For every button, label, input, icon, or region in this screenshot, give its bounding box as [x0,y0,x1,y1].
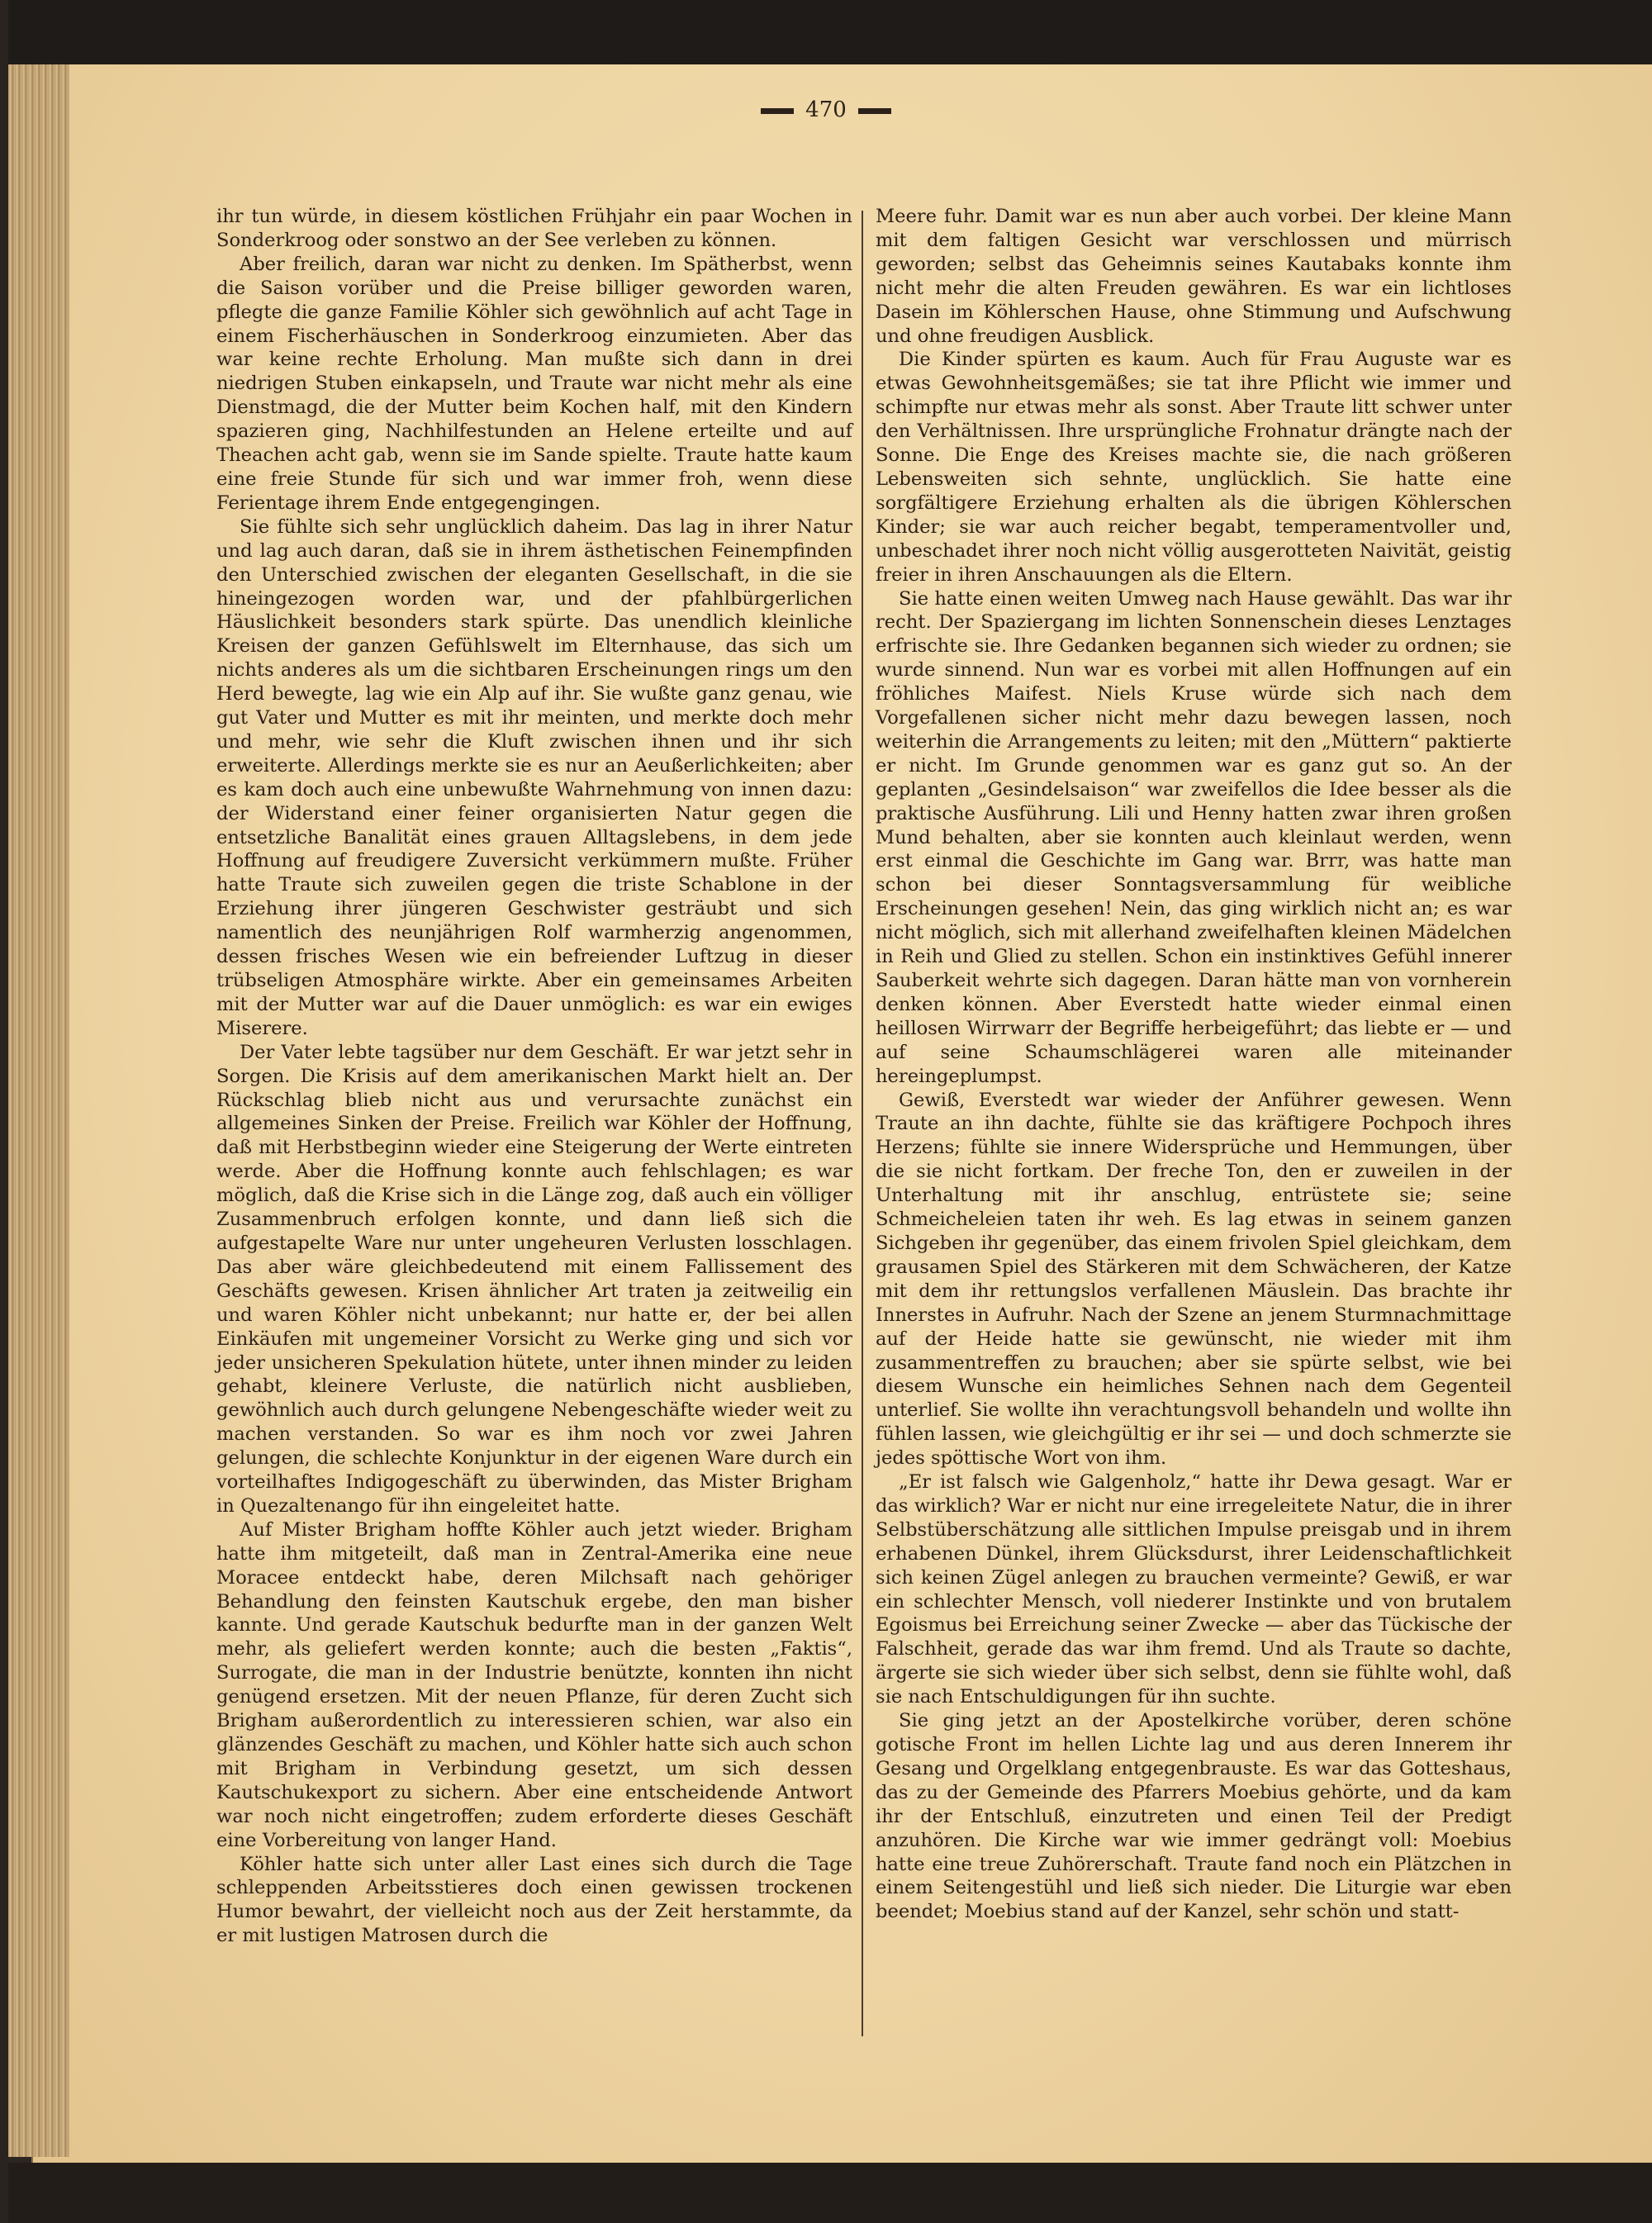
page-number [0,97,1652,122]
paragraph: Sie ging jetzt an der Apostelkirche vorüber, deren schöne gotische Front im hellen Lichte lag und aus deren Innerem ihr Gesang und Orgelklang entgegenbrauste. Es war das Gotteshaus, das zu der Gemeinde des Pfarrers Moebius gehörte, und da kam ihr der Entschluß, einzutreten und einen Teil der Predigt anzuhören. Die Kirche war wie immer gedrängt voll: Moebius hatte eine treue Zuhörerschaft. Traute fand noch ein Plätzchen in einem Seitengestühl und ließ sich nieder. Die Liturgie war eben beendet; Moebius stand auf der Kanzel, sehr schön und statt- [876,1710,1512,1923]
book-binding-edge [8,64,69,2157]
right-column [876,205,1512,1924]
paragraph: ihr tun würde, in diesem köstlichen Frühjahr ein paar Wochen in Sonderkroog oder sonstwo an der See verleben zu können. [216,206,852,251]
scan-background-bottom [8,2163,1652,2223]
column-divider [862,211,863,2036]
paragraph: „Er ist falsch wie Galgenholz,“ hatte ihr Dewa gesagt. War er das wirklich? War er nicht nur eine irregeleitete Natur, die in ihrer Selbstüberschätzung alle sittlichen Impulse preisgab und in ihrem erhabenen Dünkel, ihrem Glücksdurst, ihrer Leidenschaftlichkeit sich keinen Zügel anlegen zu brauchen vermeinte? Gewiß, er war ein schlechter Mensch, voll niederer Instinkte und von brutalem Egoismus bei Erreichung seiner Zwecke — aber das Tückische der Falschheit, gerade das war ihm fremd. Und als Traute so dachte, ärgerte sie sich wieder über sich selbst, denn sie fühlte wohl, daß sie nach Entschuldigungen für ihn suchte. [876,1471,1512,1708]
paragraph: Aber freilich, daran war nicht zu denken. Im Spätherbst, wenn die Saison vorüber und die Preise billiger geworden waren, pflegte die ganze Familie Köhler sich gewöhnlich auf acht Tage in einem Fischerhäuschen in Sonderkroog einzumieten. Aber das war keine rechte Erholung. Man mußte sich dann in drei niedrigen Stuben einkapseln, und Traute war nicht mehr als eine Dienstmagd, die der Mutter beim Kochen half, mit den Kindern spazieren ging, Nachhilfestunden an Helene erteilte und auf Theachen acht gab, wenn sie im Sande spielte. Traute hatte kaum eine freie Stunde für sich und war immer froh, wenn diese Ferientage ihrem Ende entgegengingen. [216,253,852,514]
scan-background-top [8,0,1652,64]
paragraph: Der Vater lebte tagsüber nur dem Geschäft. Er war jetzt sehr in Sorgen. Die Krisis auf dem amerikanischen Markt hielt an. Der Rückschlag blieb nicht aus und verursachte zunächst ein allgemeines Sinken der Preise. Freilich war Köhler der Hoffnung, daß mit Herbstbeginn wieder eine Steigerung der Werte eintreten werde. Aber die Hoffnung konnte auch fehlschlagen; es war möglich, daß die Krise sich in die Länge zog, daß auch ein völliger Zusammenbruch erfolgen konnte, und dann ließ sich die aufgestapelte Ware nur unter ungeheuren Verlusten losschlagen. Das aber wäre gleichbedeutend mit einem Fallissement des Geschäfts gewesen. Krisen ähnlicher Art traten ja zeitweilig ein und waren Köhler nicht unbekannt; nur hatte er, der bei allen Einkäufen mit ungemeiner Vorsicht zu Werke ging und sich vor jeder unsicheren Spekulation hütete, unter ihnen minder zu leiden gehabt, kleinere Verluste, die natürlich nicht ausblieben, gewöhnlich auch durch gelungene Nebengeschäfte wieder weit zu machen verstanden. So war es ihm noch vor zwei Jahren gelungen, die schlechte Konjunktur in der eigenen Ware durch ein vorteilhaftes Indigogeschäft zu überwinden, das Mister Brigham in Quezaltenango für ihn eingeleitet hatte. [216,1041,852,1517]
paragraph: Sie hatte einen weiten Umweg nach Hause gewählt. Das war ihr recht. Der Spaziergang im lichten Sonnenschein dieses Lenztages erfrischte sie. Ihre Gedanken begannen sich wieder zu ordnen; sie wurde sinnend. Nun war es vorbei mit allen Hoffnungen auf ein fröhliches Maifest. Niels Kruse würde sich nach dem Vorgefallenen sicher nicht mehr dazu bewegen lassen, noch weiterhin die Arrangements zu leiten; mit den „Müttern“ paktierte er nicht. Im Grunde genommen war es ganz gut so. An der geplanten „Gesindelsaison“ war zweifellos die Idee besser als die praktische Ausführung. Lili und Henny hatten zwar ihren großen Mund behalten, aber sie konnten auch kleinlaut werden, wenn erst einmal die Geschichte im Gang war. Brrr, was hatte man schon bei dieser Sonntagsversammlung für weibliche Erscheinungen gesehen! Nein, das ging wirklich nicht an; es war nicht möglich, sich mit allerhand zweifelhaften kleinen Mädelchen in Reih und Glied zu stellen. Schon ein instinktives Gefühl innerer Sauberkeit wehrte sich dagegen. Daran hätte man von vornherein denken können. Aber Everstedt hatte wieder einmal einen heillosen Wirrwarr der Begriffe herbeigeführt; das liebte er — und auf seine Schaumschlägerei waren alle miteinander hereingeplumpst. [876,587,1512,1087]
paragraph: Meere fuhr. Damit war es nun aber auch vorbei. Der kleine Mann mit dem faltigen Gesicht war verschlossen und mürrisch geworden; selbst das Geheimnis seines Kautabaks konnte ihm nicht mehr die alten Freuden gewähren. Es war ein lichtloses Dasein im Köhlerschen Hause, ohne Stimmung und Aufschwung und ohne freudigen Ausblick. [876,206,1512,347]
page-number-dash-left [761,108,794,114]
left-column [216,205,852,1948]
paragraph: Sie fühlte sich sehr unglücklich daheim. Das lag in ihrer Natur und lag auch daran, daß sie in ihrem ästhetischen Feinempfinden den Unterschied zwischen der eleganten Gesellschaft, in die sie hineingezogen worden war, und der pfahlbürgerlichen Häuslichkeit besonders stark spürte. Das unendlich kleinliche Kreisen der ganzen Gefühlswelt im Elternhause, das sich um nichts anderes als um die sichtbaren Erscheinungen rings um den Herd bewegte, lag wie ein Alp auf ihr. Sie wußte ganz genau, wie gut Vater und Mutter es mit ihr meinten, und merkte doch mehr und mehr, wie sehr die Kluft zwischen ihnen und ihr sich erweiterte. Allerdings merkte sie es nur an Aeußerlichkeiten; aber es kam doch auch eine unbewußte Wahrnehmung von innen dazu: der Widerstand einer feiner organisierten Natur gegen die entsetzliche Banalität eines grauen Alltagslebens, in dem jede Hoffnung auf freudigere Zuversicht verkümmern mußte. Früher hatte Traute sich zuweilen gegen die triste Schablone in der Erziehung ihrer jüngeren Geschwister gesträubt und sich namentlich des neunjährigen Rolf warmherzig angenommen, dessen frisches Wesen wie ein befreiender Luftzug in dieser trübseligen Atmosphäre wirkte. Aber ein gemeinsames Arbeiten mit der Mutter war auf die Dauer unmöglich: es war ein ewiges Miserere. [216,515,852,1039]
paragraph: Die Kinder spürten es kaum. Auch für Frau Auguste war es etwas Gewohnheitsgemäßes; sie tat ihre Pflicht wie immer und schimpfte nur etwas mehr als sonst. Aber Traute litt schwer unter den Verhältnissen. Ihre ursprüngliche Frohnatur drängte nach der Sonne. Die Enge des Kreises machte sie, die nach größeren Lebensweiten sich sehnte, unglücklich. Sie hatte eine sorgfältigere Erziehung erhalten als die übrigen Köhlerschen Kinder; sie war auch reicher begabt, temperamentvoller und, unbeschadet ihrer noch nicht völlig ausgerotteten Naivität, geistig freier in ihren Anschauungen als die Eltern. [876,349,1512,586]
paragraph: Auf Mister Brigham hoffte Köhler auch jetzt wieder. Brigham hatte ihm mitgeteilt, daß man in Zentral-Amerika eine neue Moracee entdeckt habe, deren Milchsaft nach gehöriger Behandlung den feinsten Kautschuk ergebe, den man bisher kannte. Und gerade Kautschuk bedurfte man in der ganzen Welt mehr, als geliefert werden konnte; auch die besten „Faktis“, Surrogate, die man in der Industrie benützte, konnten ihn nicht genügend ersetzen. Mit der neuen Pflanze, für deren Zucht sich Brigham außerordentlich zu interessieren schien, war also ein glänzendes Geschäft zu machen, und Köhler hatte sich auch schon mit Brigham in Verbindung gesetzt, um sich dessen Kautschukexport zu sichern. Aber eine entscheidende Antwort war noch nicht eingetroffen; zudem erforderte dieses Geschäft eine Vorbereitung von langer Hand. [216,1518,852,1851]
page-number-text: 470 [805,97,847,122]
page-number-dash-right [858,108,891,114]
paragraph: Köhler hatte sich unter aller Last eines sich durch die Tage schleppenden Arbeitsstieres doch einen gewissen trockenen Humor bewahrt, der vielleicht noch aus der Zeit herstammte, da er mit lustigen Matrosen durch die [216,1853,852,1947]
paragraph: Gewiß, Everstedt war wieder der Anführer gewesen. Wenn Traute an ihn dachte, fühlte sie das kräftigere Pochpoch ihres Herzens; fühlte sie innere Widersprüche und Hemmungen, über die sie nicht fortkam. Der freche Ton, den er zuweilen in der Unterhaltung mit ihr anschlug, entrüstete sie; seine Schmeicheleien taten ihr weh. Es lag etwas in seinem ganzen Sichgeben ihr gegenüber, das einem frivolen Spiel gleichkam, dem grausamen Spiel des Stärkeren mit dem Schwächeren, der Katze mit dem ihr rettungslos verfallenen Mäuslein. Das brachte ihr Innerstes in Aufruhr. Nach der Szene an jenem Sturmnachmittage auf der Heide hatte sie gewünscht, nie wieder mit ihm zusammentreffen zu brauchen; aber sie spürte selbst, wie bei diesem Wunsche ein heimliches Sehnen nach dem Gegenteil unterlief. Sie wollte ihn verachtungsvoll behandeln und wollte ihn fühlen lassen, wie gleichgültig er ihr sei — und doch schmerzte sie jedes spöttische Wort von ihm. [876,1089,1512,1470]
